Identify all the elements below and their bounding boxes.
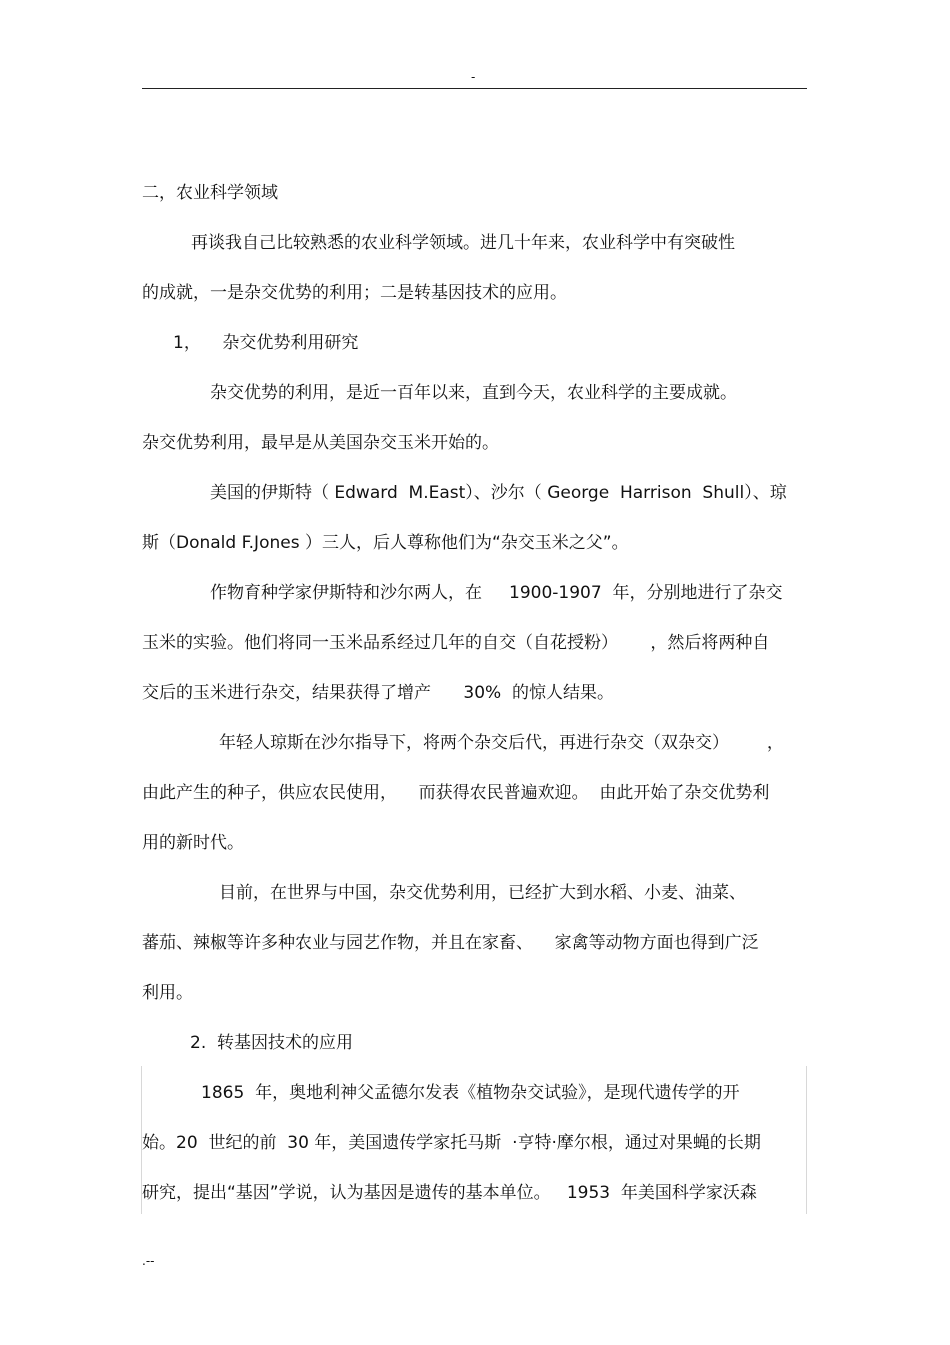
paragraph-line: 年轻人琼斯在沙尔指导下，将两个杂交后代，再进行杂交（双杂交） ， [219, 733, 784, 753]
paragraph-line: 研究，提出“基因”学说，认为基因是遗传的基本单位。 1953 年美国科学家沃森 [142, 1183, 757, 1203]
paragraph-line: 用的新时代。 [142, 833, 244, 853]
paragraph-line: 交后的玉米进行杂交，结果获得了增产 30% 的惊人结果。 [142, 683, 615, 703]
paragraph-line: 斯（Donald F.Jones ）三人，后人尊称他们为“杂交玉米之父”。 [142, 533, 629, 553]
section-heading: 二，农业科学领域 [142, 183, 278, 203]
paragraph-line: 玉米的实验。他们将同一玉米品系经过几年的自交（自花授粉） ，然后将两种自 [142, 633, 770, 653]
paragraph-line: 由此产生的种子，供应农民使用， 而获得农民普遍欢迎。 由此开始了杂交优势利 [142, 783, 770, 803]
header-mark: - [471, 70, 476, 84]
paragraph-line: 目前，在世界与中国，杂交优势利用，已经扩大到水稻、小麦、油菜、 [219, 883, 746, 903]
subsection-heading: 1， 杂交优势利用研究 [173, 333, 359, 353]
subsection-heading: 2. 转基因技术的应用 [190, 1033, 354, 1053]
footer-mark: .-- [142, 1254, 155, 1268]
paragraph-line: 始。20 世纪的前 30 年，美国遗传学家托马斯 ·亨特·摩尔根，通过对果蝇的长期 [142, 1133, 761, 1153]
paragraph-line: 利用。 [142, 983, 193, 1003]
right-margin-rule [806, 1066, 807, 1214]
paragraph-line: 1865 年，奥地利神父孟德尔发表《植物杂交试验》，是现代遗传学的开 [201, 1083, 740, 1103]
paragraph-line: 杂交优势的利用，是近一百年以来，直到今天，农业科学的主要成就。 [210, 383, 737, 403]
paragraph-line: 的成就，一是杂交优势的利用；二是转基因技术的应用。 [142, 283, 567, 303]
paragraph-line: 作物育种学家伊斯特和沙尔两人，在 1900-1907 年，分别地进行了杂交 [210, 583, 783, 603]
paragraph-line: 美国的伊斯特（ Edward M.East）、沙尔（ George Harrison Shull）、琼 [210, 483, 787, 503]
paragraph-line: 蕃茄、辣椒等许多种农业与园艺作物，并且在家畜、 家禽等动物方面也得到广泛 [142, 933, 759, 953]
paragraph-line: 再谈我自己比较熟悉的农业科学领域。进几十年来，农业科学中有突破性 [191, 233, 735, 253]
paragraph-line: 杂交优势利用，最早是从美国杂交玉米开始的。 [142, 433, 499, 453]
header-rule [142, 88, 807, 89]
